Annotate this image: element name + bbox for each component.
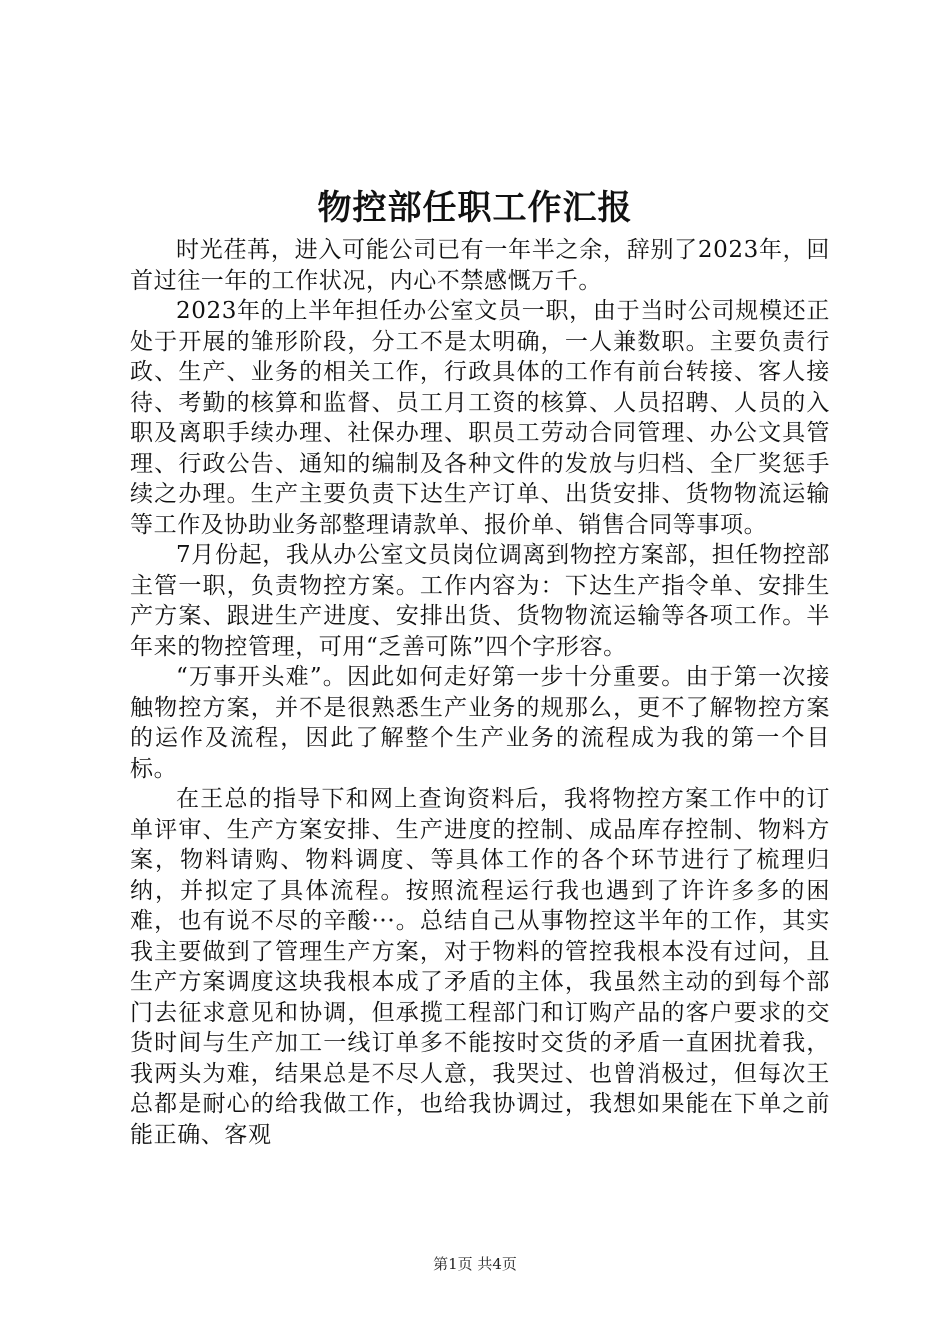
page-number-footer: 第1页 共4页 (433, 1255, 517, 1273)
document-body (130, 235, 830, 1150)
paragraph: 7月份起，我从办公室文员岗位调离到物控方案部，担任物控部主管一职，负责物控方案。工作内容为：下达生产指令单、安排生产方案、跟进生产进度、安排出货、货物物流运输等各项工作。半年来的物控管理，可用“乏善可陈”四个字形容。 (130, 542, 830, 660)
paragraph: 时光荏苒，进入可能公司已有一年半之余，辞别了2023年，回首过往一年的工作状况，内心不禁感慨万千。 (130, 237, 830, 294)
document-title: 物控部任职工作汇报 (317, 188, 633, 228)
paragraph: “万事开头难”。因此如何走好第一步十分重要。由于第一次接触物控方案，并不是很熟悉生产业务的规那么，更不了解物控方案的运作及流程，因此了解整个生产业务的流程成为我的第一个目标。 (130, 664, 830, 782)
paragraph: 2023年的上半年担任办公室文员一职，由于当时公司规模还正处于开展的雏形阶段，分工不是太明确，一人兼数职。主要负责行政、生产、业务的相关工作，行政具体的工作有前台转接、客人接待、考勤的核算和监督、员工月工资的核算、人员招聘、人员的入职及离职手续办理、社保办理、职员工劳动合同管理、办公文具管理、行政公告、通知的编制及各种文件的发放与归档、全厂奖惩手续之办理。生产主要负责下达生产订单、出货安排、货物物流运输等工作及协助业务部整理请款单、报价单、销售合同等事项。 (130, 298, 830, 538)
paragraph: 在王总的指导下和网上查询资料后，我将物控方案工作中的订单评审、生产方案安排、生产进度的控制、成品库存控制、物料方案，物料请购、物料调度、等具体工作的各个环节进行了梳理归纳，并拟定了具体流程。按照流程运行我也遇到了许许多多的困难，也有说不尽的辛酸···。总结自己从事物控这半年的工作，其实我主要做到了管理生产方案，对于物料的管控我根本没有过问，且生产方案调度这块我根本成了矛盾的主体，我虽然主动的到每个部门去征求意见和协调，但承揽工程部门和订购产品的客户要求的交货时间与生产加工一线订单多不能按时交货的矛盾一直困扰着我，我两头为难，结果总是不尽人意，我哭过、也曾消极过，但每次王总都是耐心的给我做工作，也给我协调过，我想如果能在下单之前能正确、客观 (130, 786, 830, 1148)
